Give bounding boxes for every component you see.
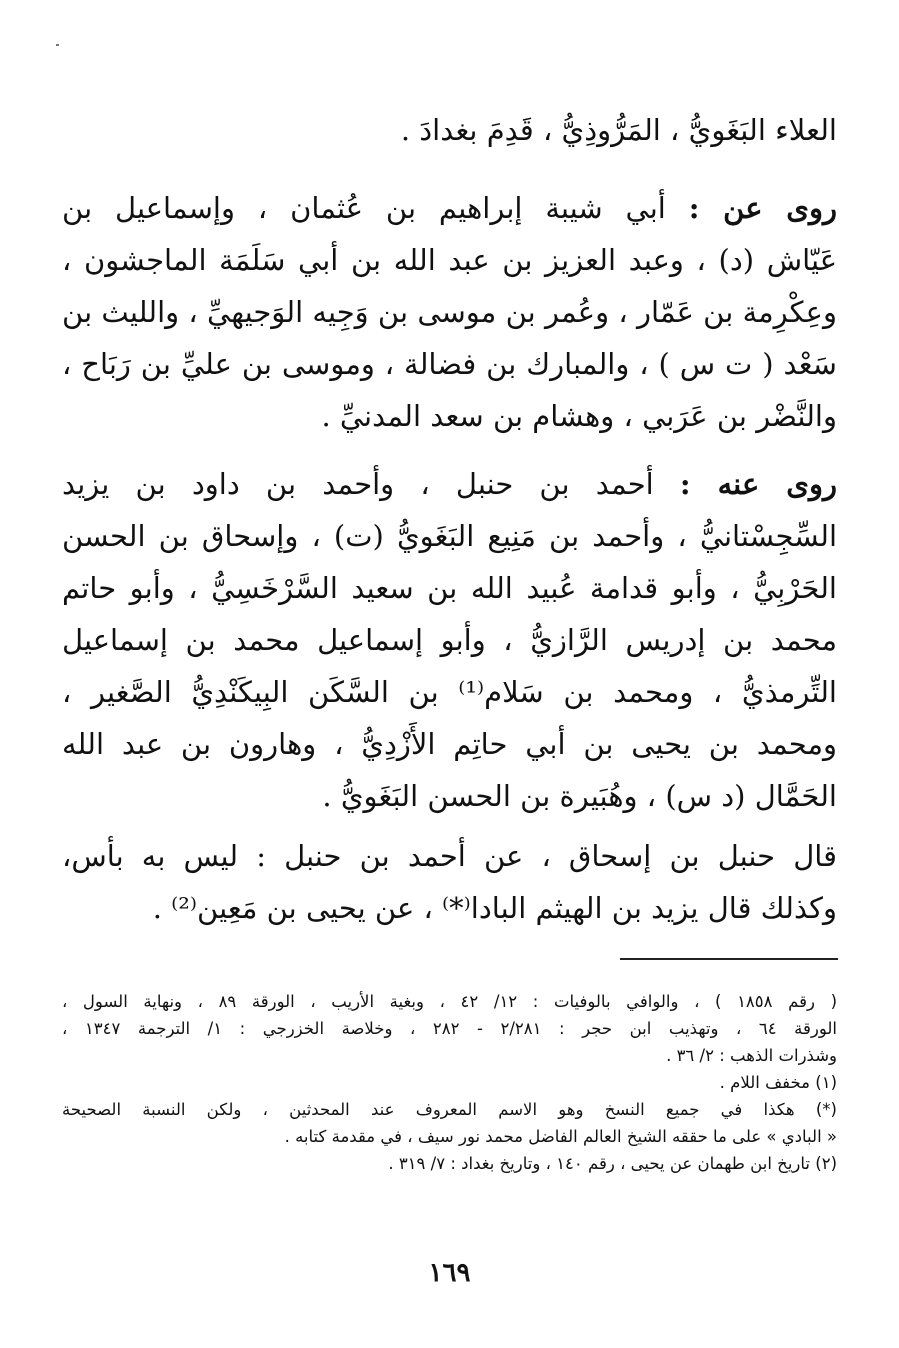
footnote-separator <box>620 958 838 960</box>
text-line: الحَمَّال (د س) ، وهُبَيرة بن الحسن البَغَويُّ . <box>322 779 837 813</box>
section-lead-narrated-by: روى عنه : <box>679 467 837 501</box>
footnote-line: وشذرات الذهب : ٢/ ٣٦ . <box>666 1046 837 1065</box>
text-line <box>62 182 837 234</box>
text-line-rest: أحمد بن حنبل ، وأحمد بن داود بن يزيد <box>62 467 680 501</box>
text-line: والنَّضْر بن عَرَبي ، وهشام بن سعد المدنيِّ . <box>321 399 837 433</box>
text-line: محمد بن إدريس الرَّازيُّ ، وأبو إسماعيل محمد بن إسماعيل <box>62 623 837 657</box>
text-line: عَيّاش (د) ، وعبد العزيز بن عبد الله بن أبي سَلَمَة الماجشون ، <box>62 243 837 277</box>
footnotes <box>62 988 837 1177</box>
paragraph-heading-continuation <box>62 104 837 156</box>
paragraph-narrated-from <box>62 182 837 442</box>
text-line: ومحمد بن يحيى بن أبي حاتِم الأَزْدِيُّ ، وهارون بن عبد الله <box>62 727 837 761</box>
text-line: قال حنبل بن إسحاق ، عن أحمد بن حنبل : ليس به بأس، <box>62 839 837 873</box>
text-line: الحَرْبِيُّ ، وأبو قدامة عُبيد الله بن سعيد السَّرْخَسِيُّ ، وأبو حاتم <box>62 571 837 605</box>
footnote-line: (*) هكذا في جميع النسخ وهو الاسم المعروف عند المحدثين ، ولكن النسبة الصحيحة <box>62 1100 837 1119</box>
footnote-line: (١) مخفف اللام . <box>719 1073 837 1092</box>
paragraph-assessment <box>62 830 837 934</box>
scan-speck <box>56 44 59 46</box>
text-line: وعِكْرِمة بن عَمّار ، وعُمر بن موسى بن وَجِيه الوَجيهيِّ ، والليث بن <box>62 295 837 329</box>
footnote-line: الورقة ٦٤ ، وتهذيب ابن حجر : ٢/٢٨١ - ٢٨٢ ، وخلاصة الخزرجي : ١/ الترجمة ١٣٤٧ ، <box>62 1019 837 1038</box>
text-line: السِّجِسْتانيُّ ، وأحمد بن مَنِيع البَغَويُّ (ت) ، وإسحاق بن الحسن <box>62 519 837 553</box>
text-line: وكذلك قال يزيد بن الهيثم البادا⁽*⁾ ، عن يحيى بن مَعِين⁽²⁾ . <box>152 891 837 925</box>
text-line <box>62 458 837 510</box>
text-line: التِّرمذيُّ ، ومحمد بن سَلام⁽¹⁾ بن السَّكَن البِيكَنْدِيُّ الصَّغير ، <box>62 675 837 709</box>
text-line-rest: أبي شيبة إبراهيم بن عُثمان ، وإسماعيل بن <box>62 191 689 225</box>
page-number: ١٦٩ <box>428 1258 471 1288</box>
footnote-line: ( رقم ١٨٥٨ ) ، والوافي بالوفيات : ١٢/ ٤٢ ، وبغية الأريب ، الورقة ٨٩ ، ونهاية السول ، <box>62 992 837 1011</box>
section-lead-narrated-from: روى عن : <box>688 191 837 225</box>
footnote-line: (٢) تاريخ ابن طهمان عن يحيى ، رقم ١٤٠ ، وتاريخ بغداد : ٧/ ٣١٩ . <box>388 1154 837 1173</box>
footnote-line: « البادي » على ما حققه الشيخ العالم الفاضل محمد نور سيف ، في مقدمة كتابه . <box>284 1127 837 1146</box>
text-line: العلاء البَغَويُّ ، المَرُّوذِيُّ ، قَدِمَ بغدادَ . <box>400 113 837 147</box>
text-line: سَعْد ( ت س ) ، والمبارك بن فضالة ، وموسى بن عليِّ بن رَبَاح ، <box>62 347 837 381</box>
paragraph-narrated-by <box>62 458 837 822</box>
